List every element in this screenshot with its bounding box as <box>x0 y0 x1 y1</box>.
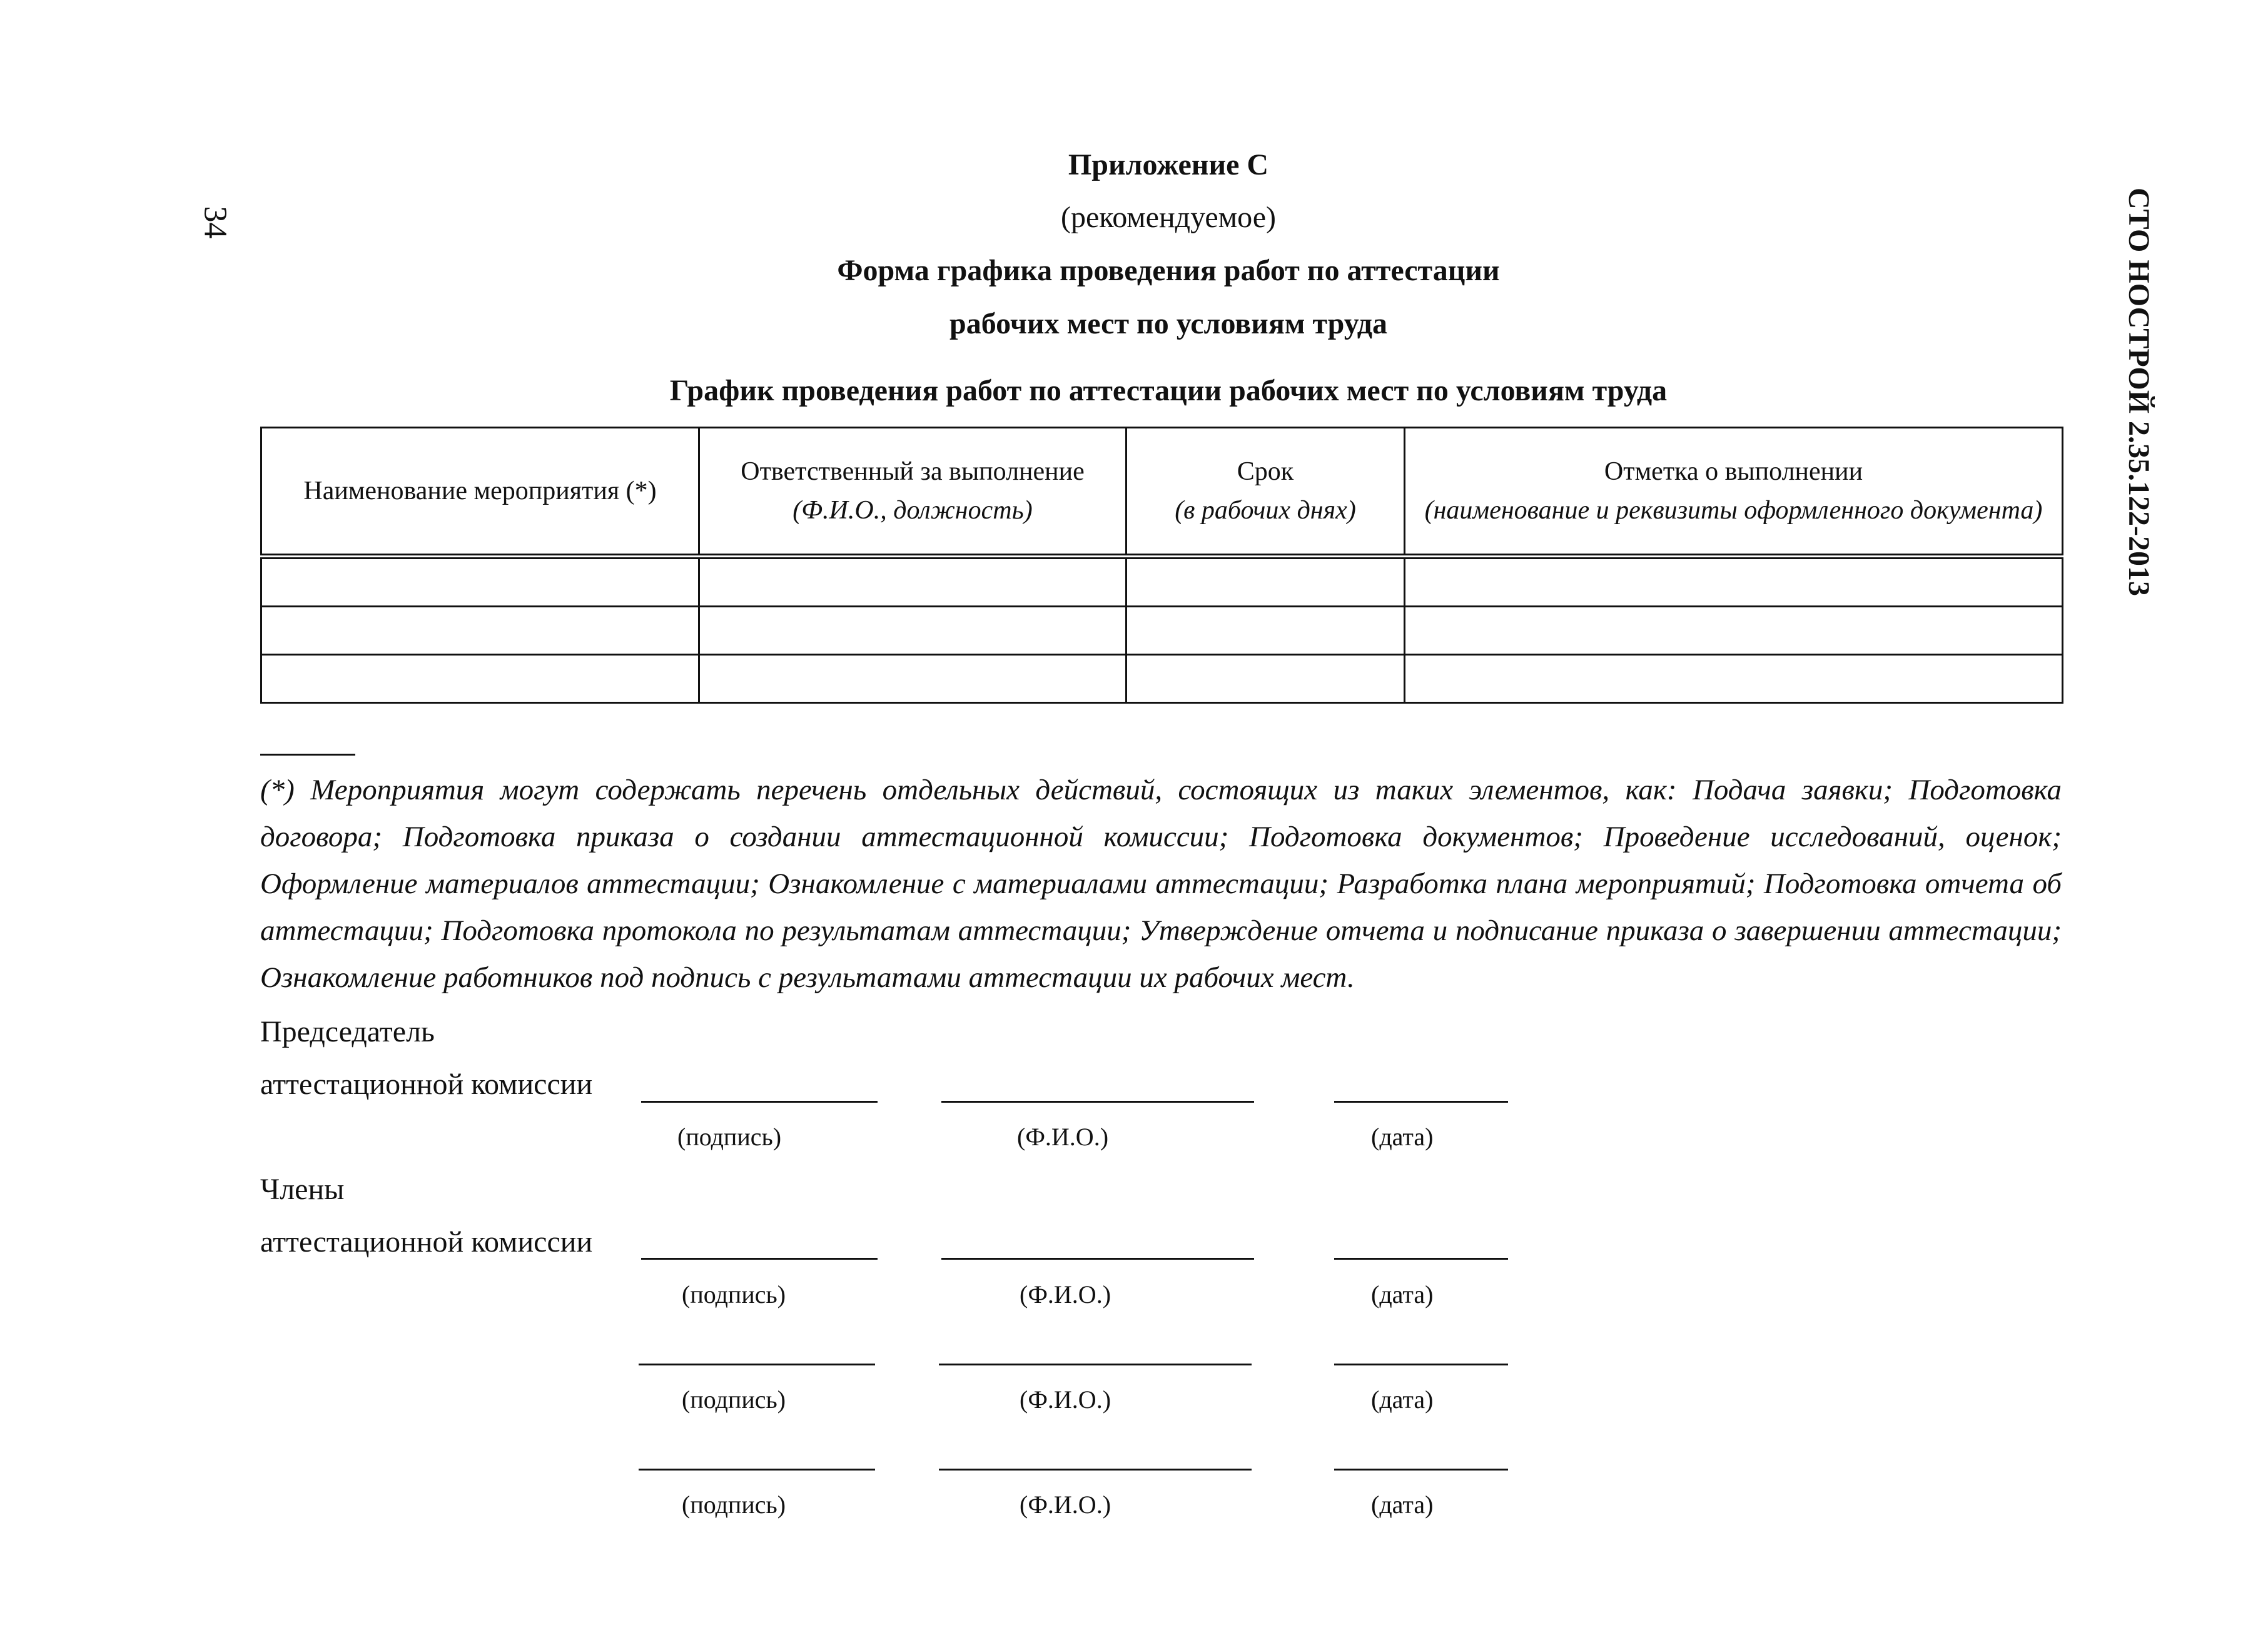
member-3-date-line <box>1334 1469 1508 1471</box>
chair-signature-line <box>641 1101 878 1103</box>
table-cell <box>699 655 1126 703</box>
member-1-signature-caption: (подпись) <box>682 1280 786 1309</box>
schedule-table-container <box>260 427 2062 704</box>
chair-signature-caption: (подпись) <box>677 1123 782 1151</box>
member-3-signature-caption: (подпись) <box>682 1491 786 1519</box>
table-cell <box>261 607 699 655</box>
member-2-name-line <box>939 1364 1252 1365</box>
member-3-name-caption: (Ф.И.О.) <box>1020 1491 1111 1519</box>
column-header-deadline: Срок (в рабочих днях) <box>1126 428 1405 557</box>
column-header-responsible: Ответственный за выполнение (Ф.И.О., должность) <box>699 428 1126 557</box>
chair-date-line <box>1334 1101 1508 1103</box>
table-cell <box>1126 655 1405 703</box>
column-header-event: Наименование мероприятия (*) <box>261 428 699 557</box>
member-2-signature-caption: (подпись) <box>682 1385 786 1414</box>
form-title-line-1: Форма графика проведения работ по аттестации <box>837 254 1500 287</box>
member-1-signature-line <box>641 1258 878 1260</box>
table-row <box>261 557 2063 607</box>
members-label-line-1: Члены <box>260 1173 345 1206</box>
schedule-title: График проведения работ по аттестации рабочих мест по условиям труда <box>669 374 1668 407</box>
footnote-text: (*) Мероприятия могут содержать перечень отдельных действий, состоящих из таких элементов, как: Подача заявки; Подготовка договора; Подготовка приказа о создании аттестационной комиссии; Подготовка документов; Проведение исследований, оценок; Оформление материалов аттестации; Ознакомление с материалами аттестации; Разработка плана мероприятий; Подготовка отчета об аттестации; Подготовка протокола по результатам аттестации; Утверждение отчета и подписание приказа о завершении аттестации; Ознакомление работников под подпись с результатами аттестации их рабочих мест. <box>260 774 2062 994</box>
members-label-line-2: аттестационной комиссии <box>260 1225 593 1258</box>
member-3-date-caption: (дата) <box>1371 1491 1434 1519</box>
page-number: 34 <box>197 206 233 239</box>
member-3-signature-line <box>639 1469 875 1471</box>
chair-label-line-1: Председатель <box>260 1015 435 1048</box>
table-cell <box>261 655 699 703</box>
member-3-name-line <box>939 1469 1252 1471</box>
member-1-name-caption: (Ф.И.О.) <box>1020 1280 1111 1309</box>
table-row <box>261 655 2063 703</box>
member-2-signature-line <box>639 1364 875 1365</box>
table-cell <box>1405 557 2063 607</box>
member-2-date-caption: (дата) <box>1371 1385 1434 1414</box>
table-header-row <box>261 428 2063 557</box>
form-title-line-2: рабочих мест по условиям труда <box>949 307 1387 340</box>
document-code: СТО НОСТРОЙ 2.35.122-2013 <box>2122 188 2155 597</box>
member-2-date-line <box>1334 1364 1508 1365</box>
table-cell <box>1405 607 2063 655</box>
table-cell <box>1405 655 2063 703</box>
table-cell <box>1126 607 1405 655</box>
table-row <box>261 607 2063 655</box>
member-2-name-caption: (Ф.И.О.) <box>1020 1385 1111 1414</box>
chair-date-caption: (дата) <box>1371 1123 1434 1151</box>
chair-name-line <box>941 1101 1254 1103</box>
table-cell <box>699 607 1126 655</box>
member-1-name-line <box>941 1258 1254 1260</box>
appendix-title: Приложение С <box>1068 148 1269 181</box>
column-header-completion: Отметка о выполнении (наименование и реквизиты оформленного документа) <box>1405 428 2063 557</box>
table-cell <box>1126 557 1405 607</box>
chair-label-line-2: аттестационной комиссии <box>260 1068 593 1101</box>
chair-name-caption: (Ф.И.О.) <box>1017 1123 1109 1151</box>
table-cell <box>699 557 1126 607</box>
schedule-table <box>260 427 2063 704</box>
member-1-date-line <box>1334 1258 1508 1260</box>
table-cell <box>261 557 699 607</box>
footnote-divider <box>260 754 355 756</box>
member-1-date-caption: (дата) <box>1371 1280 1434 1309</box>
appendix-status: (рекомендуемое) <box>1061 201 1276 234</box>
